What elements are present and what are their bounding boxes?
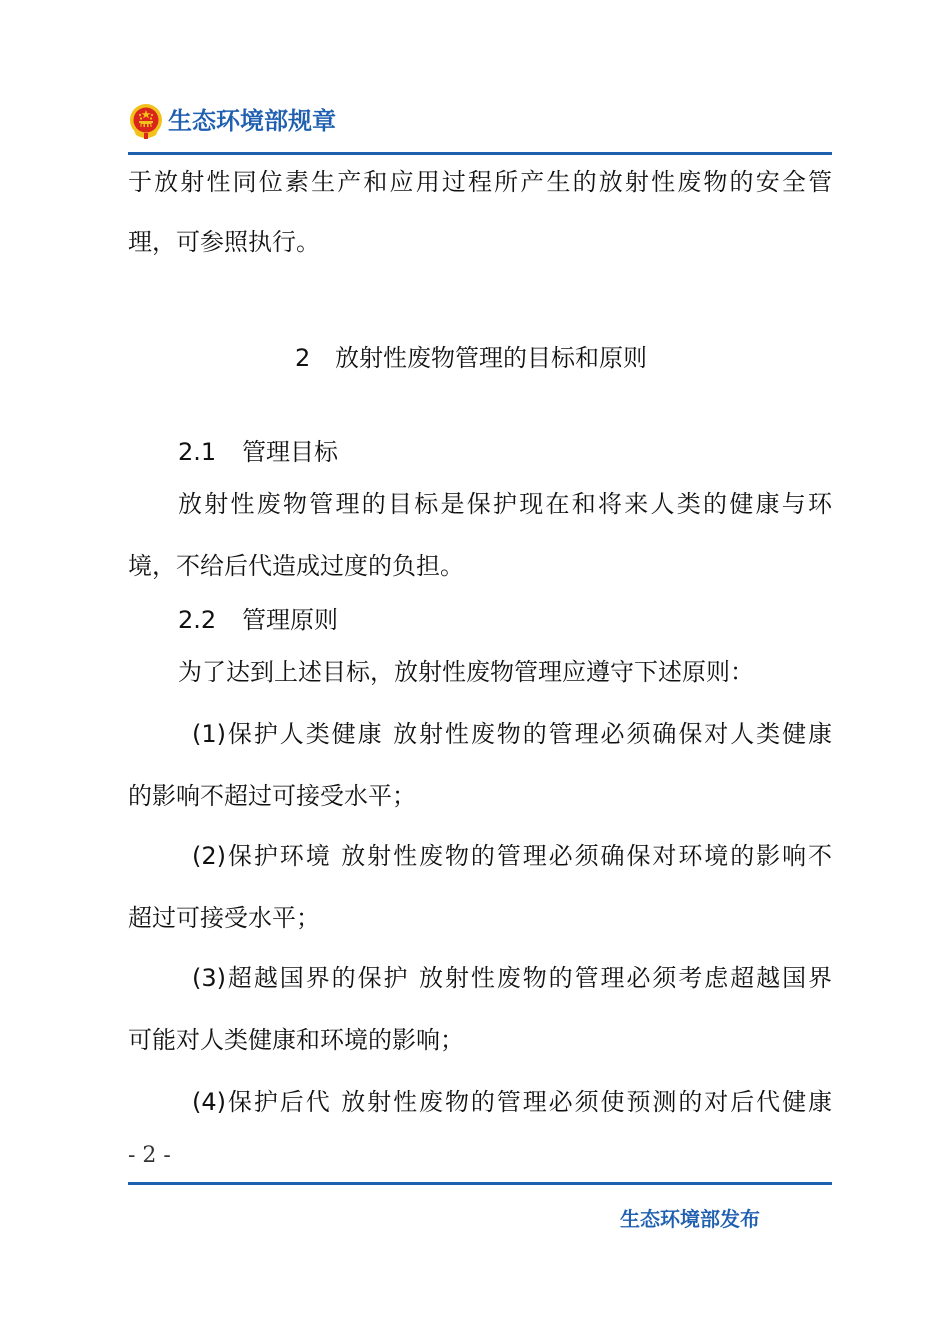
subsection-heading-2	[178, 604, 338, 636]
document-header	[128, 100, 832, 144]
text-line: 于放射性同位素生产和应用过程所产生的放射性废物的安全管	[128, 168, 832, 196]
subsection-number: 2.1	[178, 438, 217, 466]
principle-item-2: (2)保护环境 放射性废物的管理必须确保对环境的影响不	[192, 842, 832, 870]
header-divider	[128, 152, 832, 155]
principle-item-1-cont: 的影响不超过可接受水平；	[128, 782, 416, 810]
section-title: 放射性废物管理的目标和原则	[335, 344, 647, 372]
section-number: 2	[295, 344, 311, 372]
footer-divider	[128, 1182, 832, 1185]
text-line: 放射性废物管理的目标是保护现在和将来人类的健康与环	[178, 490, 832, 518]
page-number: - 2 -	[128, 1143, 171, 1168]
subsection-title: 管理目标	[242, 438, 338, 466]
footer-brand: 生态环境部发布	[620, 1207, 760, 1231]
principle-item-2-cont: 超过可接受水平；	[128, 904, 320, 932]
subsection-heading-1	[178, 436, 338, 468]
text-line: 境，不给后代造成过度的负担。	[128, 552, 464, 580]
text-line: 理，可参照执行。	[128, 228, 320, 256]
header-title: 生态环境部规章	[168, 107, 336, 135]
principle-item-3: (3)超越国界的保护 放射性废物的管理必须考虑超越国界	[192, 964, 832, 992]
subsection-number: 2.2	[178, 606, 217, 634]
principle-item-3-cont: 可能对人类健康和环境的影响；	[128, 1026, 464, 1054]
principle-item-1: (1)保护人类健康 放射性废物的管理必须确保对人类健康	[192, 720, 832, 748]
principle-item-4: (4)保护后代 放射性废物的管理必须使预测的对后代健康	[192, 1088, 832, 1116]
text-line: 为了达到上述目标，放射性废物管理应遵守下述原则：	[178, 658, 754, 686]
national-emblem-icon	[128, 102, 164, 140]
section-heading	[295, 342, 647, 374]
subsection-title: 管理原则	[242, 606, 338, 634]
